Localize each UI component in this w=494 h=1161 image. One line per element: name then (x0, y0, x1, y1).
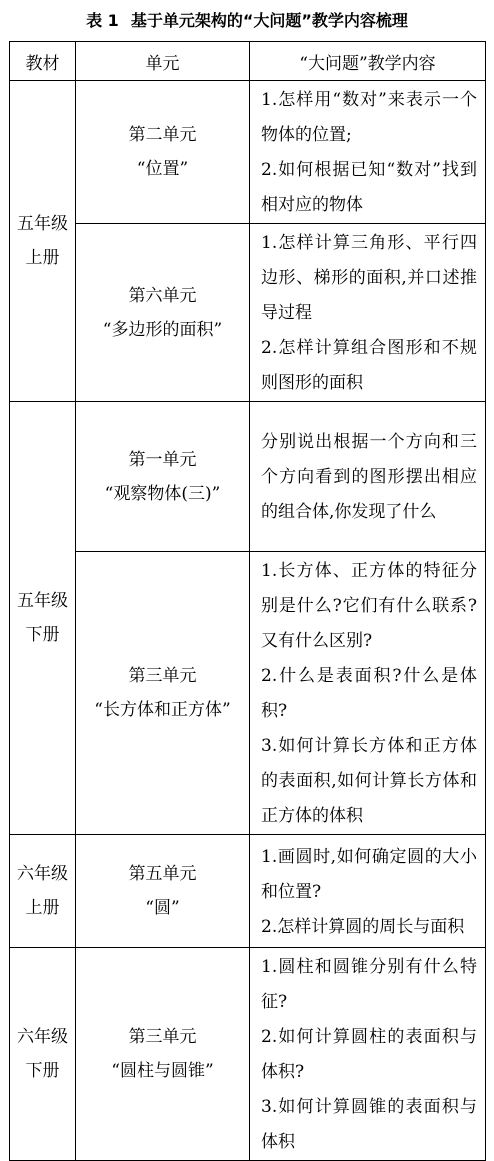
content-item: 2.如何根据已知“数对”找到相对应的物体 (261, 160, 477, 215)
unit-title: “圆柱与圆锥” (111, 1061, 214, 1081)
grade-label: 六年级 (17, 864, 68, 884)
unit-title: “位置” (136, 159, 189, 179)
unit-name: 第六单元 (128, 285, 197, 306)
volume-label: 上册 (25, 898, 60, 918)
curriculum-table (9, 41, 486, 1161)
grade-label: 五年级 (17, 214, 68, 234)
grade-cell (10, 948, 76, 1161)
table-row (10, 552, 486, 835)
grade-cell (10, 402, 76, 835)
content-item: 2.如何计算圆柱的表面积与体积? (261, 1027, 477, 1082)
unit-cell (76, 948, 250, 1161)
unit-name: 第三单元 (128, 666, 197, 686)
table-title: 基于单元架构的“大问题”教学内容梳理 (130, 11, 408, 30)
grade-cell (10, 835, 76, 948)
header-unit: 单元 (76, 42, 250, 81)
header-content: “大问题”教学内容 (250, 42, 486, 81)
unit-title: “长方体和正方体” (94, 700, 231, 720)
volume-label: 下册 (25, 625, 60, 645)
unit-cell (76, 552, 250, 835)
table-row (10, 948, 486, 1161)
content-item: 1.长方体、正方体的特征分别是什么?它们有什么联系?又有什么区别? (261, 561, 477, 651)
content-cell (250, 402, 486, 552)
grade-cell (10, 81, 76, 402)
table-header-row (10, 42, 486, 81)
unit-name: 第五单元 (128, 864, 197, 884)
unit-name: 第三单元 (128, 1027, 197, 1047)
unit-cell (76, 835, 250, 948)
content-item: 1.圆柱和圆锥分别有什么特征? (261, 957, 477, 1012)
grade-label: 六年级 (17, 1027, 68, 1047)
header-textbook: 教材 (10, 42, 76, 81)
content-item: 3.如何计算圆锥的表面积与体积 (261, 1097, 477, 1152)
grade-label: 五年级 (17, 591, 68, 611)
table-row (10, 81, 486, 224)
content-cell (250, 835, 486, 948)
unit-title: “多边形的面积” (102, 319, 223, 340)
unit-cell (76, 224, 250, 402)
unit-title: “观察物体(三)” (104, 483, 221, 504)
content-cell (250, 224, 486, 402)
content-item: 2.什么是表面积?什么是体积? (261, 666, 477, 721)
content-item: 2.怎样计算圆的周长与面积 (261, 916, 465, 937)
unit-name: 第一单元 (128, 449, 197, 470)
unit-name: 第二单元 (128, 125, 197, 145)
volume-label: 上册 (25, 248, 60, 268)
content-cell (250, 81, 486, 224)
content-item: 2.怎样计算组合图形和不规则图形的面积 (261, 338, 477, 393)
table-caption (0, 8, 494, 34)
table-row (10, 224, 486, 402)
table-row (10, 835, 486, 948)
content-cell (250, 948, 486, 1161)
unit-cell (76, 81, 250, 224)
content-item: 1.怎样计算三角形、平行四边形、梯形的面积,并口述推导过程 (261, 233, 477, 323)
content-cell (250, 552, 486, 835)
content-item: 分别说出根据一个方向和三个方向看到的图形摆出相应的组合体,你发现了什么 (261, 432, 477, 522)
table-number: 表 1 (86, 11, 119, 30)
unit-cell (76, 402, 250, 552)
unit-title: “圆” (145, 898, 180, 918)
content-item: 1.画圆时,如何确定圆的大小和位置? (261, 846, 477, 902)
volume-label: 下册 (25, 1061, 60, 1081)
content-item: 3.如何计算长方体和正方体的表面积,如何计算长方体和正方体的体积 (261, 736, 477, 826)
table-row (10, 402, 486, 552)
content-item: 1.怎样用“数对”来表示一个物体的位置; (261, 90, 477, 145)
